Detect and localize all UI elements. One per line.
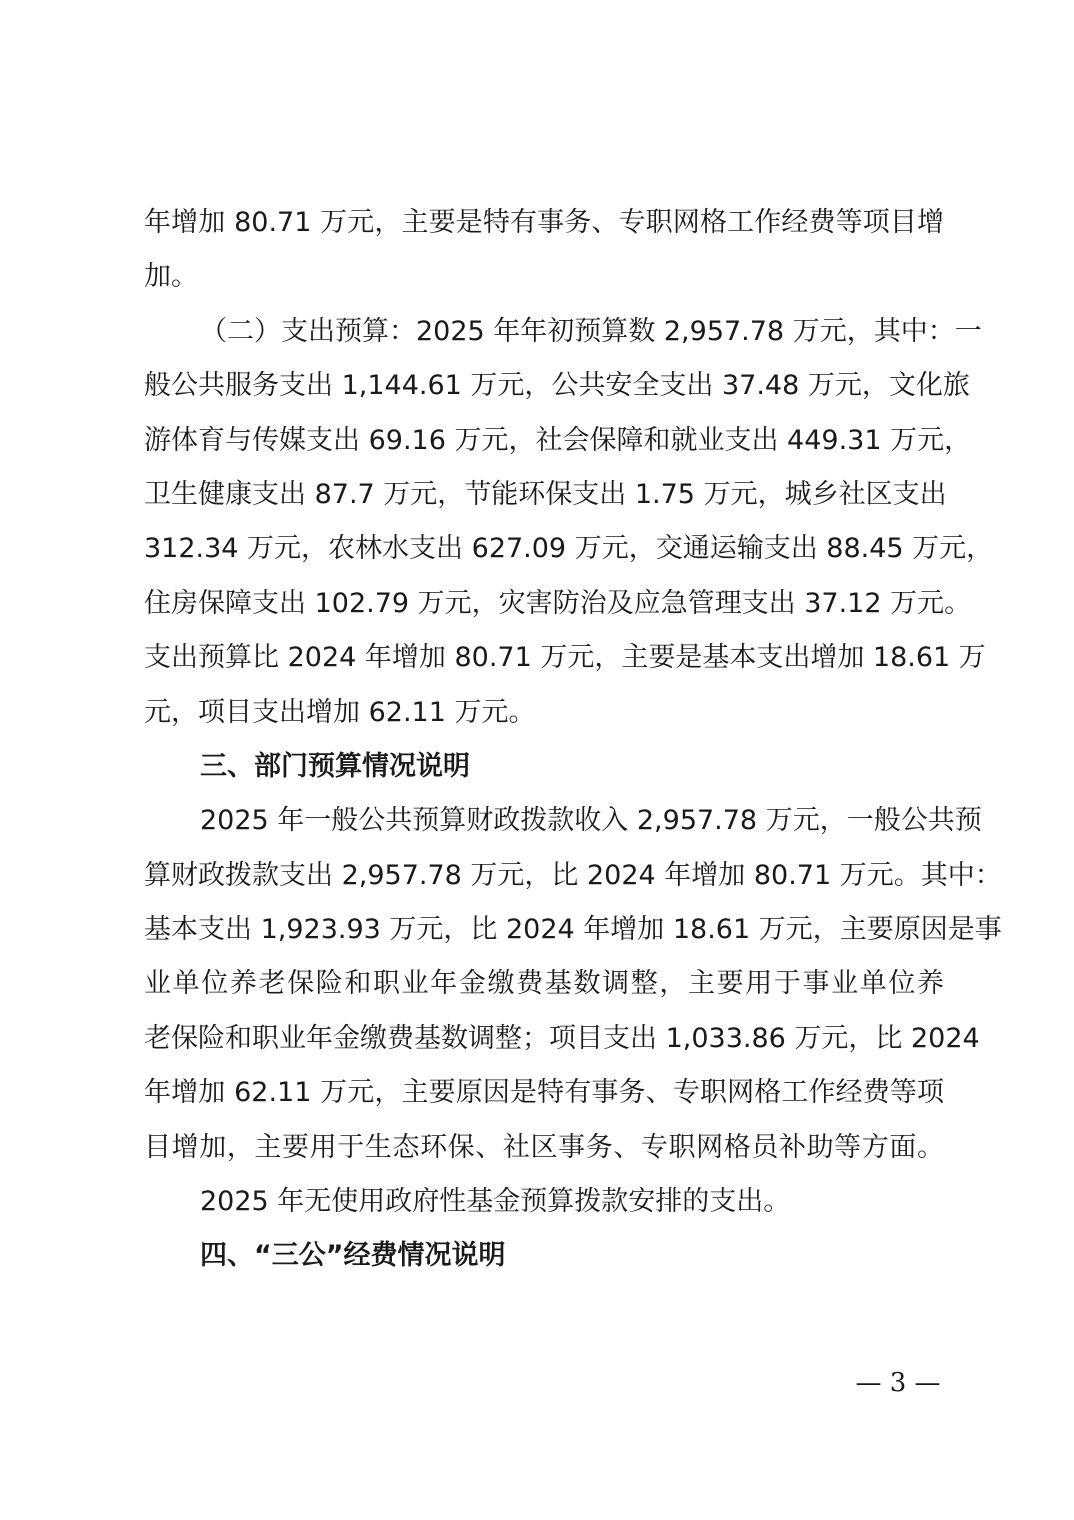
text-line: 2025 年一般公共预算财政拨款收入 2,957.78 万元，一般公共预	[200, 805, 982, 837]
text-line: 算财政拨款支出 2,957.78 万元，比 2024 年增加 80.71 万元。其中：	[144, 859, 1002, 891]
text-line: 业单位养老保险和职业年金缴费基数调整，主要用于事业单位养	[144, 968, 944, 1000]
text-line: 住房保障支出 102.79 万元，灾害防治及应急管理支出 37.12 万元。	[144, 587, 972, 619]
text-line: 元，项目支出增加 62.11 万元。	[144, 696, 536, 728]
text-line: 年增加 80.71 万元，主要是特有事务、专职网格工作经费等项目增	[144, 207, 944, 238]
text-line: 游体育与传媒支出 69.16 万元，社会保障和就业支出 449.31 万元，	[144, 424, 972, 456]
text-line: 支出预算比 2024 年增加 80.71 万元，主要是基本支出增加 18.61 万	[144, 642, 986, 674]
text-line: 目增加，主要用于生态环保、社区事务、专职网格员补助等方面。	[144, 1131, 944, 1163]
text-line: （二）支出预算：2025 年年初预算数 2,957.78 万元，其中：一	[200, 315, 982, 347]
section-heading: 三、部门预算情况说明	[200, 750, 470, 782]
text-line: 312.34 万元，农林水支出 627.09 万元，交通运输支出 88.45 万元，	[144, 533, 994, 565]
section-heading: 四、“三公”经费情况说明	[200, 1240, 506, 1272]
text-line: 加。	[144, 261, 198, 293]
body-text	[144, 196, 1002, 1284]
text-line: 年增加 62.11 万元，主要原因是特有事务、专职网格工作经费等项	[144, 1077, 944, 1109]
text-line: 般公共服务支出 1,144.61 万元，公共安全支出 37.48 万元，文化旅	[144, 370, 970, 402]
text-line: 基本支出 1,923.93 万元，比 2024 年增加 18.61 万元，主要原因是事	[144, 914, 1002, 946]
text-line: 老保险和职业年金缴费基数调整；项目支出 1,033.86 万元，比 2024	[144, 1022, 980, 1054]
text-line: 卫生健康支出 87.7 万元，节能环保支出 1.75 万元，城乡社区支出	[144, 478, 947, 510]
page-number: — 3 —	[855, 1368, 941, 1398]
text-line: 2025 年无使用政府性基金预算拨款安排的支出。	[200, 1186, 791, 1218]
